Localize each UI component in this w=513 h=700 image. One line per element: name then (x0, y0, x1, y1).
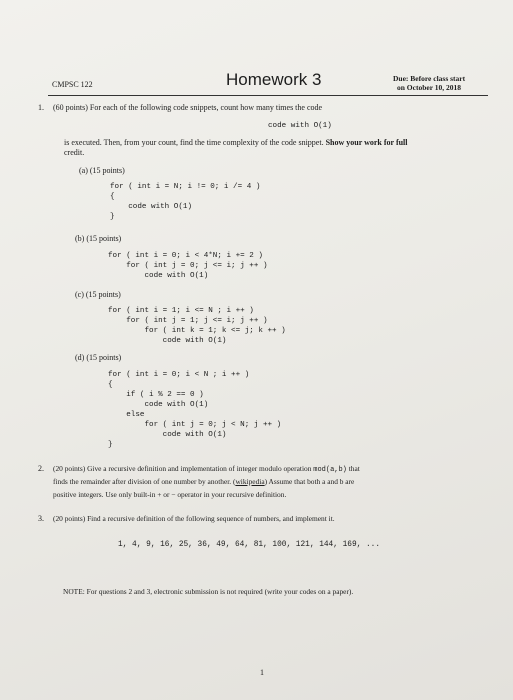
code-line: } (110, 213, 115, 221)
q3-sequence: 1, 4, 9, 16, 25, 36, 49, 64, 81, 100, 121, 144, 169, ... (118, 541, 381, 549)
q2-line2 (53, 477, 354, 487)
q2-line3: positive integers. Use only built-in + or − operator in your recursive definition. (53, 490, 287, 499)
q1b-code (108, 251, 268, 281)
course-code: CMPSC 122 (52, 80, 93, 89)
due-date (393, 74, 465, 92)
q2-mod-code: mod(a,b) (313, 466, 347, 474)
code-line: { (108, 381, 113, 389)
q1a-label: (a) (15 points) (79, 166, 125, 175)
code-line: for ( int j = 0; j < N; j ++ ) (108, 421, 282, 429)
code-line: for ( int i = N; i != 0; i /= 4 ) (110, 183, 261, 191)
code-line: for ( int j = 0; j <= i; j ++ ) (108, 262, 268, 270)
code-line: code with O(1) (108, 272, 209, 280)
q2-line2-post: ) Assume that both a and b are (264, 477, 355, 486)
due-line-2: on October 10, 2018 (397, 83, 462, 92)
code-line: { (110, 193, 115, 201)
code-line: code with O(1) (108, 337, 227, 345)
code-line: code with O(1) (108, 431, 227, 439)
q1d-label: (d) (15 points) (75, 353, 122, 362)
code-line: for ( int i = 1; i <= N ; i ++ ) (108, 307, 254, 315)
q2-line1 (53, 464, 360, 475)
page-number: 1 (260, 668, 264, 677)
q1-line2a: is executed. Then, from your count, find the time complexity of the code snippet. (64, 138, 324, 147)
code-line: code with O(1) (108, 401, 209, 409)
q1-line2b: Show your work for full (325, 138, 408, 147)
q1c-label: (c) (15 points) (75, 290, 121, 299)
page-title: Homework 3 (226, 70, 322, 89)
q2-number: 2. (38, 464, 44, 473)
due-line-1: Due: Before class start (393, 74, 466, 83)
q1c-code (108, 306, 286, 346)
code-line: if ( i % 2 == 0 ) (108, 391, 204, 399)
code-line: code with O(1) (110, 203, 193, 211)
wikipedia-link[interactable]: wikipedia (235, 477, 265, 486)
q3-number: 3. (38, 514, 44, 523)
q1-code-ref: code with O(1) (268, 122, 332, 130)
note-text: NOTE: For questions 2 and 3, electronic submission is not required (write your codes on a paper). (63, 587, 354, 596)
code-line: for ( int j = 1; j <= i; j ++ ) (108, 317, 268, 325)
header-divider (48, 95, 488, 96)
q3-line1: (20 points) Find a recursive definition of the following sequence of numbers, and implement it. (53, 514, 335, 523)
q2-line2-pre: finds the remainder after division of one number by another. ( (53, 477, 236, 486)
code-line: for ( int i = 0; i < 4*N; i += 2 ) (108, 252, 263, 260)
q1-line1: (60 points) For each of the following code snippets, count how many times the code (53, 103, 323, 112)
code-line: } (108, 441, 113, 449)
code-line: for ( int i = 0; i < N ; i ++ ) (108, 371, 250, 379)
q1b-label: (b) (15 points) (75, 234, 122, 243)
q1-number: 1. (38, 103, 44, 112)
q1d-code (108, 370, 281, 450)
q1-line2 (64, 138, 408, 148)
code-line: else (108, 411, 145, 419)
q1a-code (110, 182, 260, 222)
q2-line1-post: that (348, 464, 360, 473)
q1-line3: credit. (64, 148, 85, 157)
code-line: for ( int k = 1; k <= j; k ++ ) (108, 327, 286, 335)
q2-line1-pre: (20 points) Give a recursive definition and implementation of integer modulo operation (53, 464, 312, 473)
